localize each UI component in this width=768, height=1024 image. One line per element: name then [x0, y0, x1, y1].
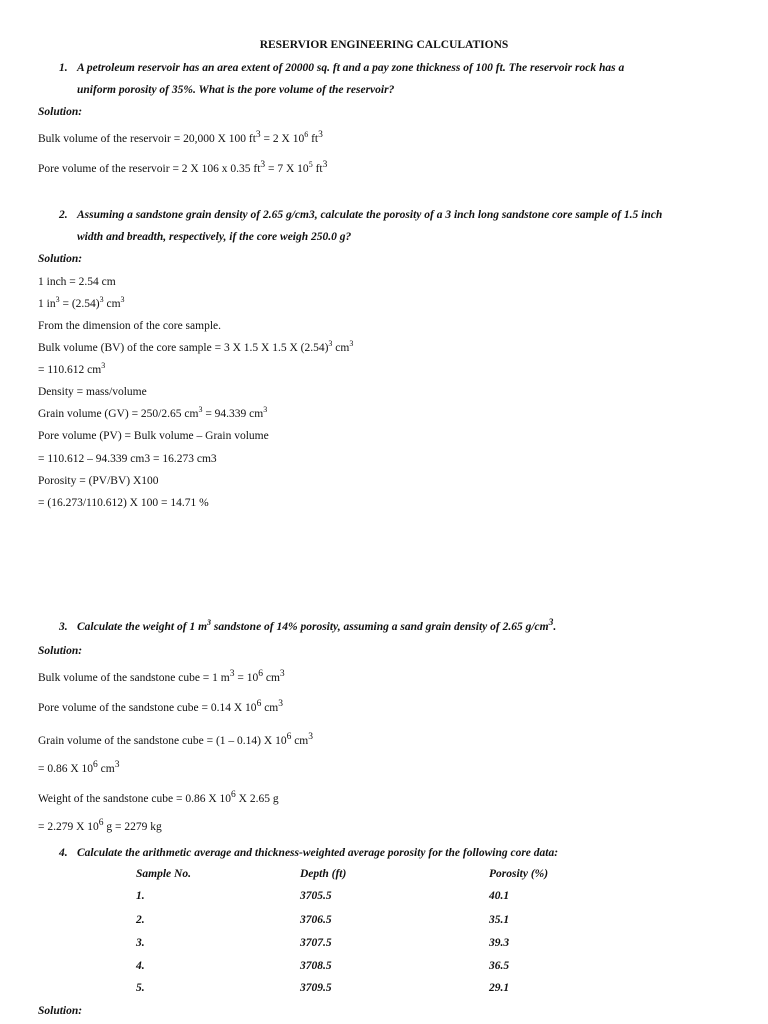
table-header-porosity: Porosity (%) — [489, 868, 549, 880]
q3-solution-line5: Weight of the sandstone cube = 0.86 X $10^6$ X 2.65 g — [38, 790, 279, 805]
q2-text-line2: width and breadth, respectively, if the core weigh 250.0 g? — [77, 231, 352, 243]
q4-number: 4. — [59, 847, 68, 859]
table-cell-sample: 4. — [136, 960, 145, 972]
q3-number: 3. — [59, 621, 68, 633]
table-cell-depth: 3705.5 — [300, 890, 332, 902]
page-title: RESERVIOR ENGINEERING CALCULATIONS — [259, 39, 509, 51]
q2-solution-label: Solution: — [38, 253, 83, 265]
q2-solution-line2: 1 $in^3 = (2.54)^3$ $cm^3$ — [38, 295, 125, 310]
q2-solution-line11: = (16.273/110.612) X 100 = 14.71 % — [38, 497, 209, 509]
table-cell-porosity: 29.1 — [489, 982, 510, 994]
table-cell-sample: 3. — [136, 937, 145, 949]
q3-solution-label: Solution: — [38, 645, 83, 657]
table-cell-depth: 3707.5 — [300, 937, 332, 949]
q4-text: Calculate the arithmetic average and thickness-weighted average porosity for the following core data: — [77, 847, 559, 859]
table-header-sample-no: Sample No. — [136, 868, 191, 880]
q1-number: 1. — [59, 62, 68, 74]
table-cell-depth: 3709.5 — [300, 982, 332, 994]
q3-solution-line1: Bulk volume of the sandstone cube = 1 $m^3 = 10^6$ $cm^3$ — [38, 669, 285, 684]
q2-number: 2. — [59, 209, 68, 221]
q2-solution-line4: Bulk volume (BV) of the core sample = 3 X 1.5 X 1.5 X $(2.54)^3$ $cm^3$ — [38, 339, 354, 354]
table-cell-sample: 2. — [136, 914, 145, 926]
q1-solution-line2: Pore volume of the reservoir = 2 X 106 x 0.35 $ft^3 = 7$ X $10^5$ $ft^3$ — [38, 160, 328, 175]
table-cell-sample: 1. — [136, 890, 145, 902]
q1-text-line1: A petroleum reservoir has an area extent of 20000 sq. ft and a pay zone thickness of 100 ft. The reservoir rock has a — [77, 62, 625, 74]
q2-solution-line6: Density = mass/volume — [38, 386, 147, 398]
q3-solution-line6: = 2.279 X $10^6$ g = 2279 kg — [38, 818, 162, 833]
table-cell-porosity: 40.1 — [489, 890, 510, 902]
table-cell-porosity: 39.3 — [489, 937, 510, 949]
q3-solution-line4: = 0.86 X $10^6$ $cm^3$ — [38, 760, 120, 775]
q2-solution-line5: = 110.612 $cm^3$ — [38, 361, 106, 376]
table-cell-sample: 5. — [136, 982, 145, 994]
q1-solution-line1: Bulk volume of the reservoir = 20,000 X 100 $ft^3 = 2$ X $10^6$ $ft^3$ — [38, 130, 323, 145]
q2-text-line1: Assuming a sandstone grain density of 2.65 g/cm3, calculate the porosity of a 3 inch long sandstone core sample of 1.5 inch — [77, 209, 663, 221]
q1-text-line2: uniform porosity of 35%. What is the pore volume of the reservoir? — [77, 84, 395, 96]
table-header-depth: Depth (ft) — [300, 868, 347, 880]
table-cell-porosity: 36.5 — [489, 960, 510, 972]
q2-solution-line3: From the dimension of the core sample. — [38, 320, 222, 332]
q3-solution-line2: Pore volume of the sandstone cube = 0.14 X $10^6$ $cm^3$ — [38, 699, 283, 714]
table-cell-depth: 3706.5 — [300, 914, 332, 926]
q1-solution-label: Solution: — [38, 106, 83, 118]
q2-solution-line8: Pore volume (PV) = Bulk volume – Grain volume — [38, 430, 269, 442]
q2-solution-line10: Porosity = (PV/BV) X100 — [38, 475, 159, 487]
q3-solution-line3: Grain volume of the sandstone cube = (1 – 0.14) X $10^6$ $cm^3$ — [38, 732, 314, 747]
q2-solution-line7: Grain volume (GV) = 250/2.65 $cm^3 = 94.339$ $cm^3$ — [38, 405, 268, 420]
q3-text: Calculate the weight of 1 $m^3$ sandstone of 14% porosity, assuming a sand grain density of 2.65 $g/cm^3$. — [77, 618, 557, 633]
table-cell-depth: 3708.5 — [300, 960, 332, 972]
q2-solution-line1: 1 inch = 2.54 cm — [38, 276, 116, 288]
table-cell-porosity: 35.1 — [489, 914, 510, 926]
q2-solution-line9: = 110.612 – 94.339 cm3 = 16.273 cm3 — [38, 453, 217, 465]
q4-solution-label: Solution: — [38, 1005, 83, 1017]
